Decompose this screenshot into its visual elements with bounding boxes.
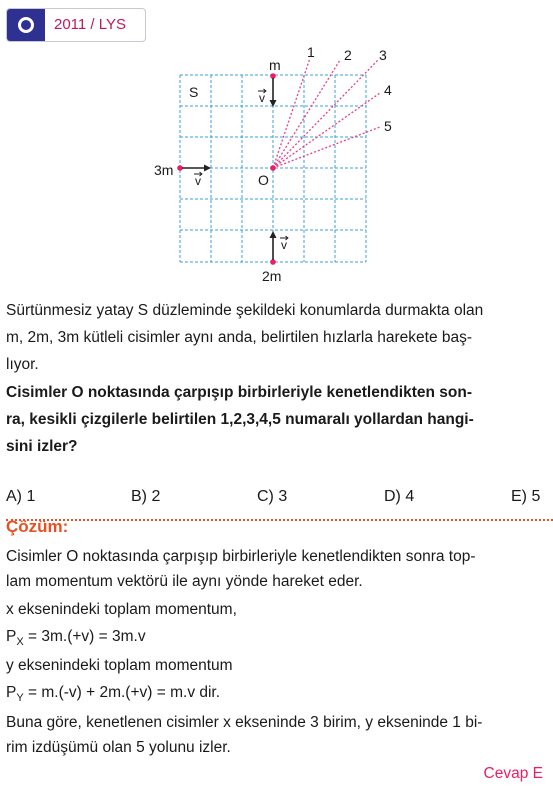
question-line-2: m, 2m, 3m kütleli cisimler aynı anda, belirtilen hızlarla harekete baş-	[6, 329, 473, 346]
point-o-dot	[270, 165, 276, 171]
option-value: 2	[151, 488, 161, 505]
px-equation: $P_X = 3m.(+v) = 3m.v$	[6, 628, 146, 649]
badge-label: 2011 / LYS	[54, 16, 126, 33]
conclusion-line-1: Buna göre, kenetlenen cisimler x ekseninde 3 birim, y ekseninde 1 bi-	[6, 714, 483, 731]
option-c[interactable]	[257, 488, 287, 506]
mass-top-label: m	[269, 57, 281, 73]
option-a[interactable]	[6, 488, 35, 506]
circle-icon	[18, 17, 34, 33]
path-5	[273, 127, 380, 168]
option-e[interactable]	[511, 488, 540, 506]
solution-line-2: lam momentum vektörü ile aynı yönde hareket eder.	[6, 573, 363, 590]
path-4	[273, 93, 380, 168]
option-letter: A)	[6, 488, 22, 505]
question-bold-line-3: sini izler?	[6, 438, 78, 455]
question-bold-line-2: ra, kesikli çizgilerle belirtilen 1,2,3,4,5 numaralı yollardan hangi-	[6, 411, 474, 428]
path-label-2: 2	[344, 47, 352, 63]
option-value: 3	[278, 488, 288, 505]
momentum-diagram	[150, 40, 410, 285]
path-3	[273, 60, 378, 168]
option-letter: C)	[257, 488, 274, 505]
solution-divider	[6, 519, 553, 521]
mass-left-dot	[177, 165, 183, 171]
point-label-o: O	[258, 172, 269, 188]
path-2	[273, 60, 340, 168]
path-label-3: 3	[379, 47, 387, 63]
year-badge	[6, 8, 146, 42]
solution-title: Çözüm:	[6, 517, 69, 536]
option-value: 4	[405, 488, 415, 505]
answer-label: Cevap E	[483, 765, 543, 782]
path-label-1: 1	[307, 44, 315, 60]
velocity-label-left: v	[195, 174, 201, 188]
solution-y-line: y eksenindeki toplam momentum	[6, 657, 233, 674]
solution-line-1: Cisimler O noktasında çarpışıp birbirleriyle kenetlendikten sonra top-	[6, 548, 476, 565]
region-label: S	[189, 84, 199, 100]
option-d[interactable]	[384, 488, 414, 506]
question-line-3: lıyor.	[6, 356, 39, 373]
question-line-1: Sürtünmesiz yatay S düzleminde şekildeki konumlarda durmakta olan	[6, 302, 484, 319]
mass-bottom-label: 2m	[262, 268, 282, 284]
option-letter: B)	[131, 488, 147, 505]
path-label-4: 4	[384, 82, 392, 98]
py-equation: $P_Y = m.(-v) + 2m.(+v) = m.v$ dir.	[6, 684, 221, 705]
mass-top-dot	[270, 73, 276, 79]
badge-icon-block	[7, 9, 45, 41]
option-value: 5	[531, 488, 541, 505]
option-value: 1	[26, 488, 36, 505]
option-b[interactable]	[131, 488, 160, 506]
solution-line-3: x eksenindeki toplam momentum,	[6, 601, 237, 618]
mass-bottom-dot	[270, 259, 276, 265]
path-label-5: 5	[384, 118, 392, 134]
conclusion-line-2: rim izdüşümü olan 5 yolunu izler.	[6, 739, 231, 756]
question-bold-line-1: Cisimler O noktasında çarpışıp birbirleriyle kenetlendikten son-	[6, 384, 472, 401]
velocity-label-top: v	[259, 91, 265, 105]
mass-left-label: 3m	[154, 162, 174, 178]
option-letter: D)	[384, 488, 401, 505]
option-letter: E)	[511, 488, 527, 505]
velocity-label-bottom: v	[281, 238, 287, 252]
